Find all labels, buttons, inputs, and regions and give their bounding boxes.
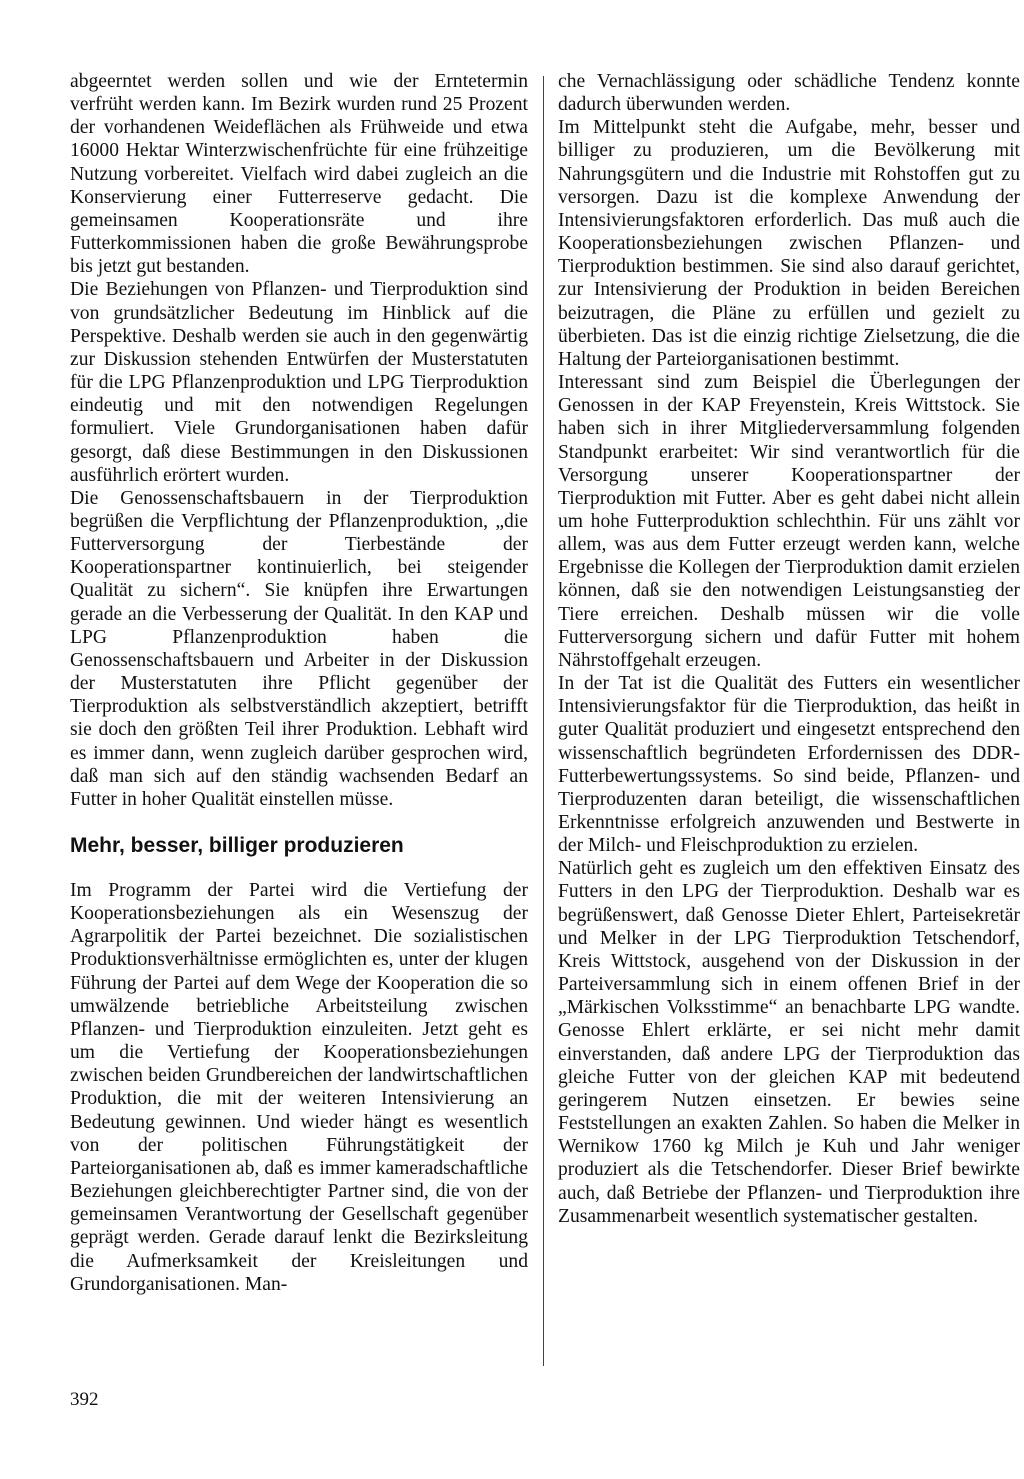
left-column bbox=[70, 70, 528, 1296]
paragraph: Interessant sind zum Beispiel die Überlegungen der Genossen in der KAP Freyenstein, Kreis Wittstock. Sie haben sich in ihrer Mitgliederversammlung folgenden Standpunkt erarbeitet: Wir sind verantwortlich für die Versorgung unserer Kooperationspartner der Tierproduktion mit Futter. Aber es geht dabei nicht allein um hohe Futterproduktion schlechthin. Für uns zählt vor allem, was aus dem Futter erzeugt werden kann, welche Ergebnisse die Kollegen der Tierproduktion damit erzielen können, daß sie den notwendigen Leistungsanstieg der Tiere erreichen. Deshalb müssen wir die volle Futterversorgung sichern und dafür Futter mit hohem Nährstoffgehalt erzeugen. bbox=[558, 372, 1020, 671]
column-divider bbox=[543, 76, 544, 1366]
right-column bbox=[558, 70, 1020, 1228]
paragraph: Die Beziehungen von Pflanzen- und Tierproduktion sind von grundsätzlicher Bedeutung im Hinblick auf die Perspektive. Deshalb werden sie auch in den gegenwärtig zur Diskussion stehenden Entwürfen der Musterstatuten für die LPG Pflanzenproduktion und LPG Tierproduktion eindeutig und mit den notwendigen Regelungen formuliert. Viele Grundorganisationen haben dafür gesorgt, daß diese Bestimmungen in den Diskussionen ausführlich erörtert wurden. bbox=[70, 279, 528, 486]
paragraph: abgeerntet werden sollen und wie der Erntetermin verfrüht werden kann. Im Bezirk wurden rund 25 Prozent der vorhandenen Weideflächen als Frühweide und etwa 16000 Hektar Winterzwischenfrüchte für eine frühzeitige Nutzung vorbereitet. Vielfach wird dabei zugleich an die Konservierung einer Futterreserve gedacht. Die gemeinsamen Kooperationsräte und ihre Futterkommissionen haben die große Bewährungsprobe bis jetzt gut bestanden. bbox=[70, 71, 528, 278]
section-heading: Mehr, besser, billiger produzieren bbox=[70, 834, 404, 857]
paragraph: Die Genossenschaftsbauern in der Tierproduktion begrüßen die Verpflichtung der Pflanzenproduktion, „die Futterversorgung der Tierbestände der Kooperationspartner kontinuierlich, bei steigender Qualität zu sichern“. Sie knüpfen ihre Erwartungen gerade an die Verbesserung der Qualität. In den KAP und LPG Pflanzenproduktion haben die Genossenschaftsbauern und Arbeiter in der Diskussion der Musterstatuten ihre Pflicht gegenüber der Tierproduktion als selbstverständlich akzeptiert, betrifft sie doch den größten Teil ihrer Produktion. Lebhaft wird es immer dann, wenn zugleich darüber gesprochen wird, daß man sich auf den ständig wachsenden Bedarf an Futter in hoher Qualität einstellen müsse. bbox=[70, 487, 528, 810]
paragraph: Im Programm der Partei wird die Vertiefung der Kooperationsbeziehungen als ein Wesenszug der Agrarpolitik der Partei bezeichnet. Die sozialistischen Produktionsverhältnisse ermöglichten es, unter der klugen Führung der Partei auf dem Wege der Kooperation die so umwälzende betriebliche Arbeitsteilung zwischen Pflanzen- und Tierproduktion einzuleiten. Jetzt geht es um die Vertiefung der Kooperationsbeziehungen zwischen beiden Grundbereichen der landwirtschaftlichen Produktion, die mit der weiteren Intensivierung an Bedeutung gewinnen. Und wieder hängt es wesentlich von der politischen Führungstätigkeit der Parteiorganisationen ab, daß es immer kameradschaftliche Beziehungen gleichberechtigter Partner sind, die von der gemeinsamen Verantwortung der Gesellschaft gegenüber geprägt werden. Gerade darauf lenkt die Bezirksleitung die Aufmerksamkeit der Kreisleitungen und Grundorganisationen. Man- bbox=[70, 880, 528, 1295]
paragraph: Natürlich geht es zugleich um den effektiven Einsatz des Futters in den LPG der Tierproduktion. Deshalb war es begrüßenswert, daß Genosse Dieter Ehlert, Parteisekretär und Melker in der LPG Tierproduktion Tetschendorf, Kreis Wittstock, ausgehend von der Diskussion in der Parteiversammlung sich in einem offenen Brief in der „Märkischen Volksstimme“ an benachbarte LPG wandte. Genosse Ehlert erklärte, er sei nicht mehr damit einverstanden, daß andere LPG der Tierproduktion das gleiche Futter von der gleichen KAP mit bedeutend geringerem Nutzen einsetzen. Er bewies seine Feststellungen an exakten Zahlen. So haben die Melker in Wernikow 1760 kg Milch je Kuh und Jahr weniger produziert als die Tetschendorfer. Dieser Brief bewirkte auch, daß Betriebe der Pflanzen- und Tierproduktion ihre Zusammenarbeit wesentlich systematischer gestalten. bbox=[558, 858, 1020, 1227]
paragraph: Im Mittelpunkt steht die Aufgabe, mehr, besser und billiger zu produzieren, um die Bevölkerung mit Nahrungsgütern und die Industrie mit Rohstoffen gut zu versorgen. Dazu ist die komplexe Anwendung der Intensivierungsfaktoren erforderlich. Das muß auch die Kooperationsbeziehungen zwischen Pflanzen- und Tierproduktion bestimmen. Sie sind also darauf gerichtet, zur Intensivierung der Produktion in beiden Bereichen beizutragen, die Pläne zu erfüllen und gezielt zu überbieten. Das ist die einzig richtige Zielsetzung, die die Haltung der Parteiorganisationen bestimmt. bbox=[558, 117, 1020, 370]
page-number: 392 bbox=[70, 1389, 99, 1410]
paragraph: In der Tat ist die Qualität des Futters ein wesentlicher Intensivierungsfaktor für die Tierproduktion, das heißt in guter Qualität produziert und eingesetzt entsprechend den wissenschaftlich begründeten Erfordernissen des DDR-Futterbewertungssystems. So sind beide, Pflanzen- und Tierproduzenten daran beteiligt, die wissenschaftlichen Erkenntnisse erfolgreich anzuwenden und Bestwerte in der Milch- und Fleischproduktion zu erzielen. bbox=[558, 673, 1020, 857]
paragraph: che Vernachlässigung oder schädliche Tendenz konnte dadurch überwunden werden. bbox=[558, 71, 1020, 116]
